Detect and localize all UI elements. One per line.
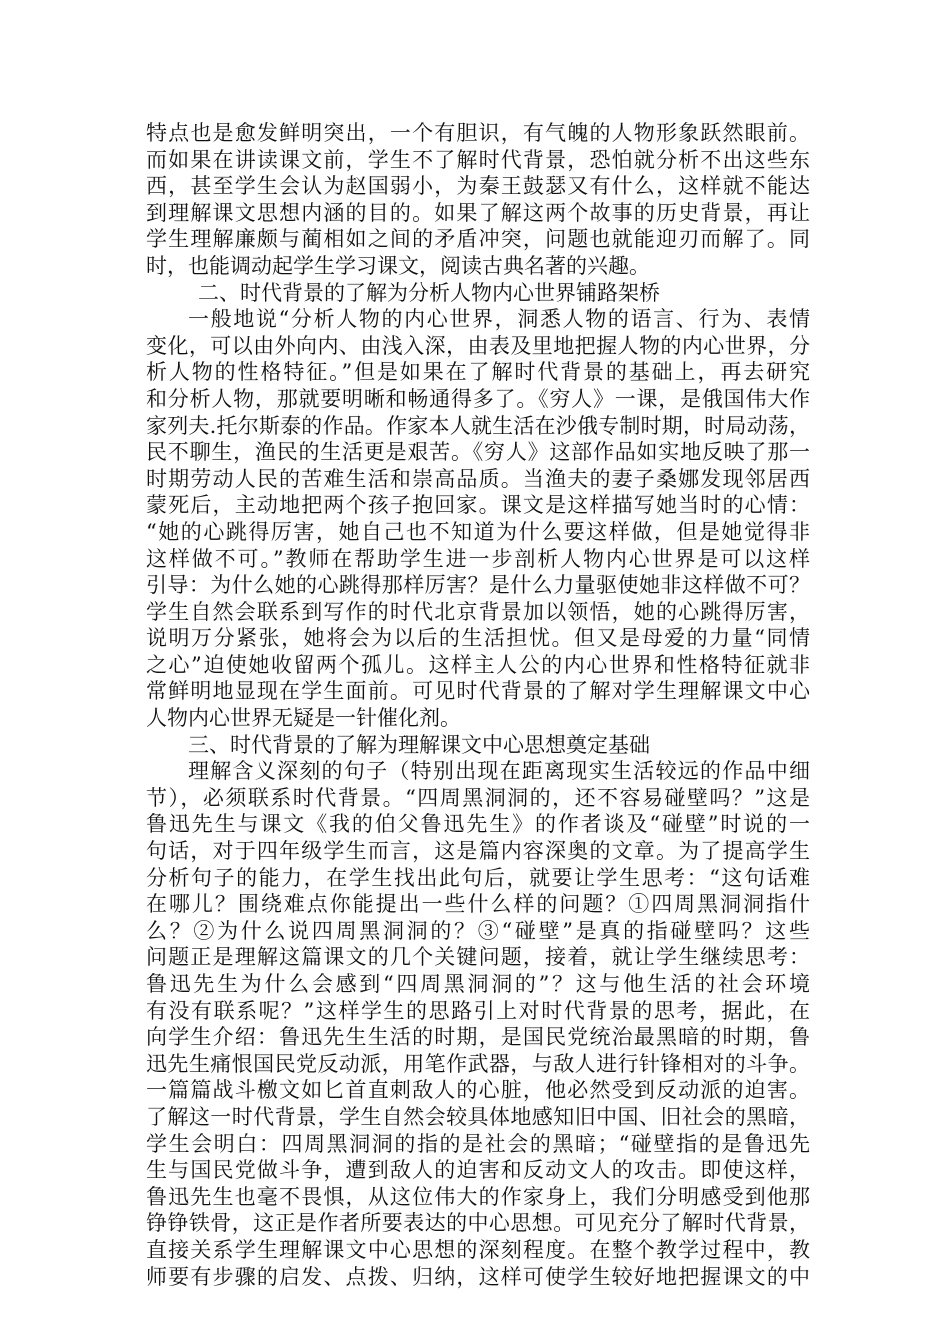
text-line: 学生自然会联系到写作的时代北京背景加以领悟，她的心跳得厉害， xyxy=(146,599,810,624)
text-line: 生与国民党做斗争，遭到敌人的迫害和反动文人的攻击。即使这样， xyxy=(146,1158,810,1183)
text-line: 分析句子的能力，在学生找出此句后，就要让学生思考：“这句话难 xyxy=(146,865,810,890)
text-line: 向学生介绍：鲁迅先生生活的时期，是国民党统治最黑暗的时期，鲁 xyxy=(146,1025,810,1050)
text-line: 句话，对于四年级学生而言，这是篇内容深奥的文章。为了提高学生 xyxy=(146,839,810,864)
section-heading: 三、时代背景的了解为理解课文中心思想奠定基础 xyxy=(188,732,650,757)
text-line: 特点也是愈发鲜明突出，一个有胆识，有气魄的人物形象跃然眼前。 xyxy=(146,121,810,145)
text-line: 问题正是理解这篇课文的几个关键问题，接着，就让学生继续思考： xyxy=(146,945,810,970)
text-line: 学生会明白：四周黑洞洞的指的是社会的黑暗；“碰壁指的是鲁迅先 xyxy=(146,1131,810,1156)
text-line: 和分析人物，那就要明晰和畅通得多了。《穷人》一课，是俄国伟大作 xyxy=(146,386,810,411)
text-line: 鲁迅先生与课文《我的伯父鲁迅先生》的作者谈及“碰壁”时说的一 xyxy=(146,812,810,837)
text-line: 说明万分紧张，她将会为以后的生活担忧。但又是母爱的力量“同情 xyxy=(146,626,810,651)
text-line: 常鲜明地显现在学生面前。可见时代背景的了解对学生理解课文中心 xyxy=(146,679,810,704)
text-line: 在哪儿？围绕难点你能提出一些什么样的问题？①四周黑洞洞指什 xyxy=(146,892,810,917)
text-line: 铮铮铁骨，这正是作者所要表达的中心思想。可见充分了解时代背景， xyxy=(146,1211,810,1236)
text-line: 引导：为什么她的心跳得那样厉害？是什么力量驱使她非这样做不可？ xyxy=(146,573,810,598)
text-line: 直接关系学生理解课文中心思想的深刻程度。在整个教学过程中，教 xyxy=(146,1237,810,1262)
text-line: 时期劳动人民的苦难生活和崇高品质。当渔夫的妻子桑娜发现邻居西 xyxy=(146,466,810,491)
text-line: 理解含义深刻的句子（特别出现在距离现实生活较远的作品中细 xyxy=(188,759,810,784)
text-line: 节），必须联系时代背景。“四周黑洞洞的，还不容易碰壁吗？”这是 xyxy=(146,785,810,810)
text-line: 迅先生痛恨国民党反动派，用笔作武器，与敌人进行针锋相对的斗争。 xyxy=(146,1051,810,1076)
text-line: 之心”迫使她收留两个孤儿。这样主人公的内心世界和性格特征就非 xyxy=(146,652,810,677)
text-line: 家列夫.托尔斯泰的作品。作家本人就生活在沙俄专制时期，时局动荡， xyxy=(146,413,810,438)
text-line: 民不聊生，渔民的生活更是艰苦。《穷人》这部作品如实地反映了那一 xyxy=(146,440,810,465)
text-line: 变化，可以由外向内、由浅入深，由表及里地把握人物的内心世界，分 xyxy=(146,333,810,358)
text-line: 时，也能调动起学生学习课文，阅读古典名著的兴趣。 xyxy=(146,253,650,278)
text-line: 而如果在讲读课文前，学生不了解时代背景，恐怕就分析不出这些东 xyxy=(146,147,810,172)
text-line: 这样做不可。”教师在帮助学生进一步剖析人物内心世界是可以这样 xyxy=(146,546,810,571)
text-line: 一篇篇战斗檄文如匕首直刺敌人的心脏，他必然受到反动派的迫害。 xyxy=(146,1078,810,1103)
text-line: 么？②为什么说四周黑洞洞的？③“碰壁”是真的指碰壁吗？这些 xyxy=(146,918,810,943)
text-line: 蒙死后，主动地把两个孩子抱回家。课文是这样描写她当时的心情： xyxy=(146,493,810,518)
text-line: 有没有联系呢？”这样学生的思路引上对时代背景的思考，据此，在 xyxy=(146,998,810,1023)
text-line: 西，甚至学生会认为赵国弱小，为秦王鼓瑟又有什么，这样就不能达 xyxy=(146,174,810,199)
text-line: 了解这一时代背景，学生自然会较具体地感知旧中国、旧社会的黑暗， xyxy=(146,1104,810,1129)
text-line: 鲁迅先生为什么会感到“四周黑洞洞的”？这与他生活的社会环境 xyxy=(146,972,810,996)
text-line: 鲁迅先生也毫不畏惧，从这位伟大的作家身上，我们分明感受到他那 xyxy=(146,1184,810,1209)
text-line: 师要有步骤的启发、点拨、归纳，这样可使学生较好地把握课文的中 xyxy=(146,1264,810,1289)
text-line: “她的心跳得厉害，她自己也不知道为什么要这样做，但是她觉得非 xyxy=(146,519,810,544)
text-line: 学生理解廉颇与蔺相如之间的矛盾冲突，问题也就能迎刃而解了。同 xyxy=(146,227,810,252)
document-body xyxy=(146,120,810,1290)
section-heading: 二、时代背景的了解为分析人物内心世界铺路架桥 xyxy=(198,280,660,305)
text-line: 析人物的性格特征。”但是如果在了解时代背景的基础上，再去研究 xyxy=(146,360,810,385)
text-line: 到理解课文思想内涵的目的。如果了解这两个故事的历史背景，再让 xyxy=(146,200,810,225)
text-line: 一般地说“分析人物的内心世界，洞悉人物的语言、行为、表情 xyxy=(188,307,810,332)
text-line: 人物内心世界无疑是一针催化剂。 xyxy=(146,706,461,731)
